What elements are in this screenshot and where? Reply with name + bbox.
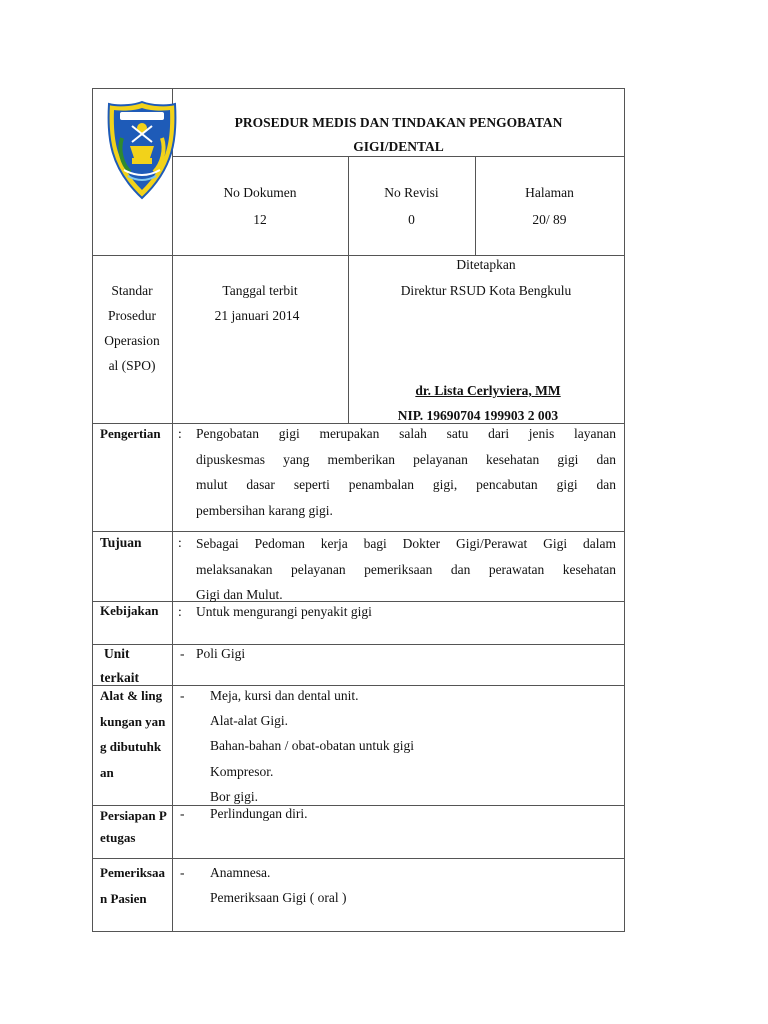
pengertian-sep: : — [178, 426, 182, 441]
tujuan-line-1: Sebagai Pedoman kerja bagi Dokter Gigi/Perawat Gigi dalam — [196, 536, 616, 551]
no-dokumen-value: 12 — [253, 212, 267, 227]
pengertian-line-4: pembersihan karang gigi. — [196, 502, 333, 518]
no-revisi-label: No Revisi — [384, 185, 439, 200]
kebijakan-sep: : — [178, 604, 182, 619]
spo-label-2: Prosedur — [108, 308, 156, 323]
kebijakan-text: Untuk mengurangi penyakit gigi — [196, 604, 372, 619]
direktur-label: Direktur RSUD Kota Bengkulu — [400, 283, 572, 298]
unit-label-1: Unit — [104, 646, 130, 661]
alat-label: Alat & lingkungan yang dibutuhkan — [100, 688, 166, 780]
tanggal-terbit-value: 21 januari 2014 — [214, 308, 300, 323]
pemeriksaan-dash: - — [180, 865, 185, 880]
pemeriksaan-item-1: Anamnesa. — [210, 865, 271, 880]
alat-item-5: Bor gigi. — [210, 789, 259, 804]
tujuan-text — [196, 531, 616, 608]
halaman-label: Halaman — [525, 185, 574, 200]
logo — [104, 98, 180, 202]
persiapan-item-1: Perlindungan diri. — [210, 806, 308, 821]
persiapan-dash: - — [180, 806, 185, 821]
halaman-value: 20/ 89 — [532, 212, 567, 227]
tujuan-line-2: melaksanakan pelayanan pemeriksaan dan perawatan kesehatan — [196, 561, 616, 577]
no-dokumen-label: No Dokumen — [223, 185, 297, 200]
pengertian-label: Pengertian — [100, 426, 161, 441]
pengertian-line-1: Pengobatan gigi merupakan salah satu dari jenis layanan — [196, 426, 616, 441]
tanggal-terbit-label: Tanggal terbit — [222, 283, 298, 298]
kebijakan-label: Kebijakan — [100, 603, 159, 618]
pengertian-line-2: dipuskesmas yang memberikan pelayanan kesehatan gigi dan — [196, 451, 616, 467]
alat-dash: - — [180, 688, 185, 703]
unit-dash: - — [180, 646, 185, 661]
doc-title-line2: GIGI/DENTAL — [353, 139, 444, 154]
alat-item-1: Meja, kursi dan dental unit. — [210, 688, 359, 703]
alat-item-3: Bahan-bahan / obat-obatan untuk gigi — [210, 738, 414, 753]
pemeriksaan-item-2: Pemeriksaan Gigi ( oral ) — [210, 890, 347, 905]
signer-name: dr. Lista Cerlyviera, MM — [415, 383, 561, 398]
spo-label-3: Operasion — [104, 333, 160, 348]
alat-item-4: Kompresor. — [210, 764, 274, 779]
shield-emblem-icon — [104, 98, 180, 202]
pengertian-text — [196, 421, 616, 523]
tujuan-sep: : — [178, 535, 182, 550]
spo-label-4: al (SPO) — [108, 358, 156, 373]
pemeriksaan-label: Pemeriksaan Pasien — [100, 865, 165, 906]
unit-label-2: terkait — [100, 670, 139, 685]
spo-label-1: Standar — [111, 283, 153, 298]
doc-title-line1: PROSEDUR MEDIS DAN TINDAKAN PENGOBATAN — [234, 115, 563, 130]
signer-nip: NIP. 19690704 199903 2 003 — [397, 408, 559, 423]
alat-item-2: Alat-alat Gigi. — [210, 713, 288, 728]
unit-text: Poli Gigi — [196, 646, 246, 661]
persiapan-label: Persiapan Petugas — [100, 808, 167, 845]
tujuan-line-3: Gigi dan Mulut. — [196, 587, 283, 602]
pengertian-line-3: mulut dasar seperti penambalan gigi, pencabutan gigi dan — [196, 477, 616, 492]
tujuan-label: Tujuan — [100, 535, 142, 550]
ditetapkan-label: Ditetapkan — [456, 257, 516, 272]
no-revisi-value: 0 — [408, 212, 415, 227]
